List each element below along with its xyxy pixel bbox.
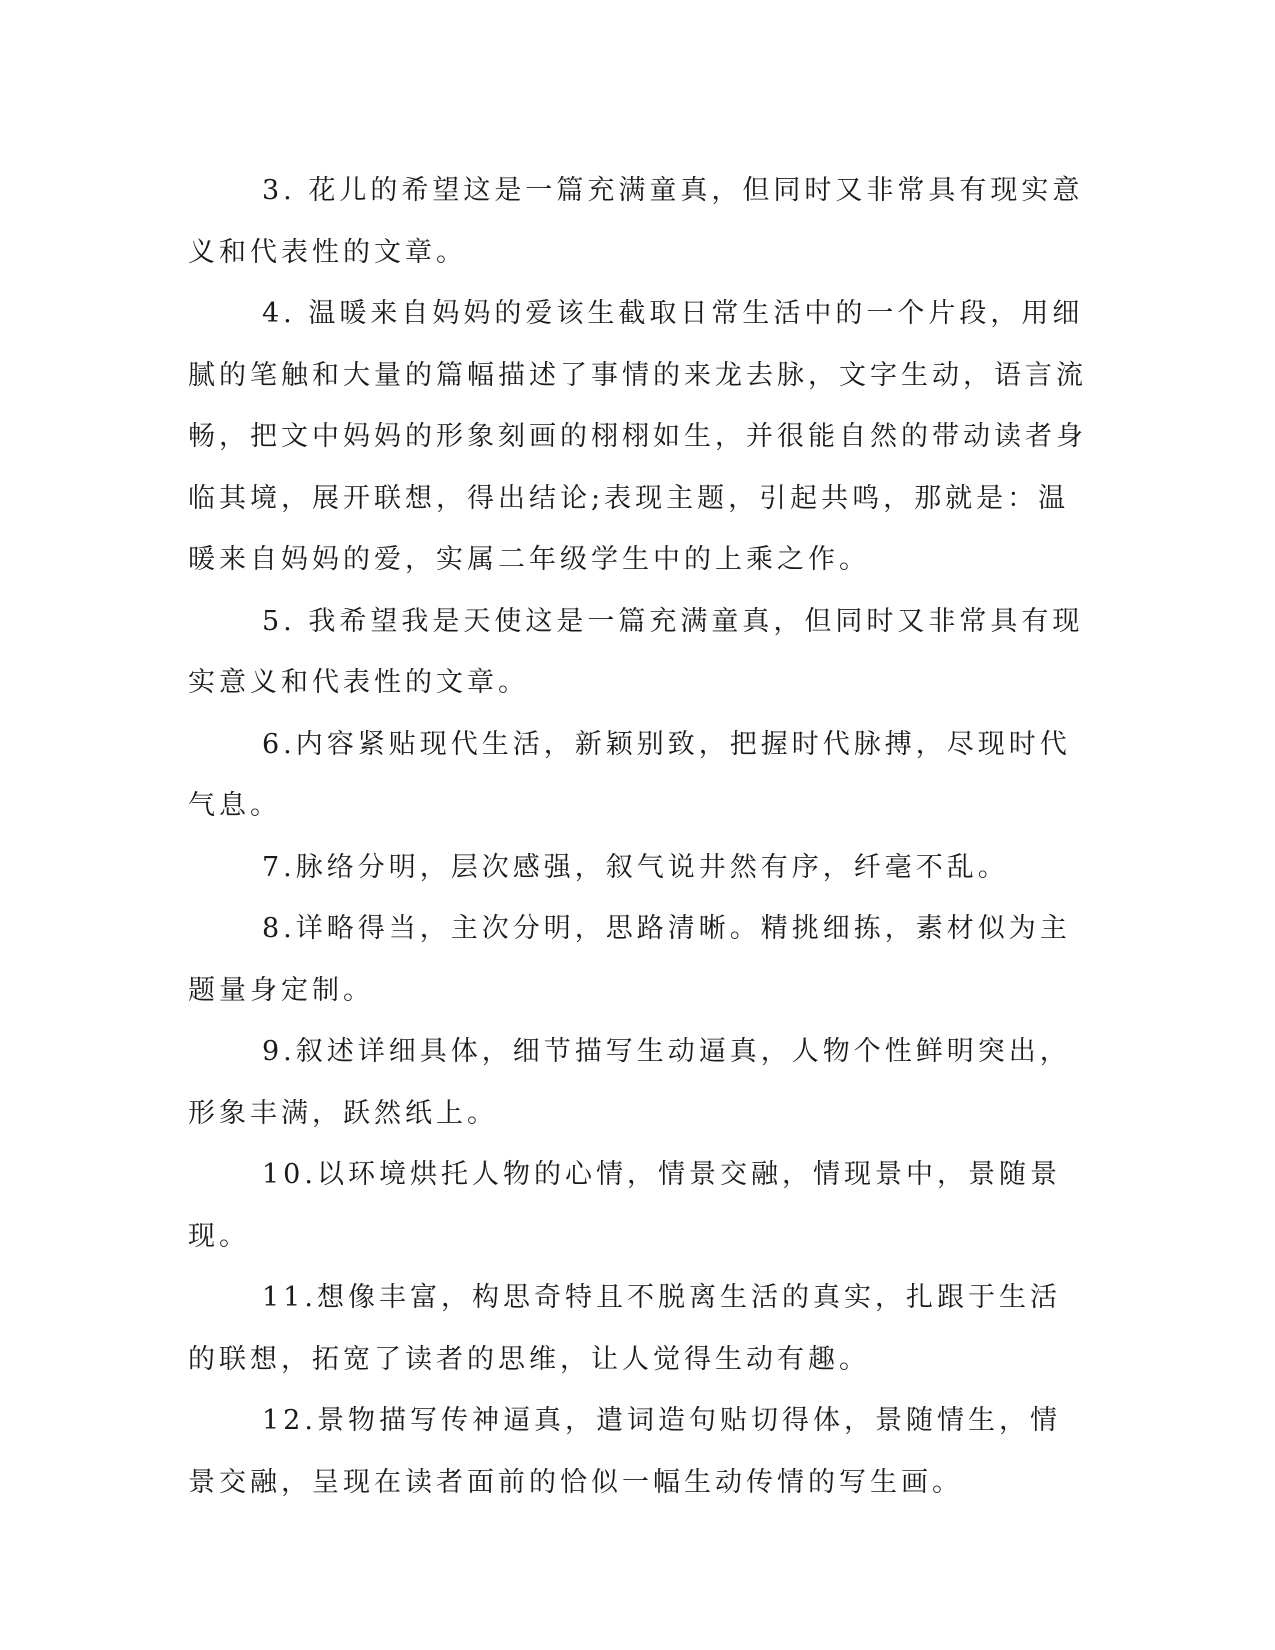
paragraph-8: 8.详略得当，主次分明，思路清晰。精挑细拣，素材似为主题量身定制。 xyxy=(188,913,1071,1006)
paragraph-10: 10.以环境烘托人物的心情，情景交融，情现景中，景随景现。 xyxy=(188,1159,1061,1252)
paragraph-5: 5. 我希望我是天使这是一篇充满童真，但同时又非常具有现实意义和代表性的文章。 xyxy=(188,605,1084,698)
paragraph-6: 6.内容紧贴现代生活，新颖别致，把握时代脉搏，尽现时代气息。 xyxy=(188,728,1071,821)
paragraph-7: 7.脉络分明，层次感强，叙气说井然有序，纤毫不乱。 xyxy=(262,851,1009,883)
paragraph-9: 9.叙述详细具体，细节描写生动逼真，人物个性鲜明突出，形象丰满，跃然纸上。 xyxy=(188,1036,1071,1129)
paragraph-3: 3. 花儿的希望这是一篇充满童真，但同时又非常具有现实意义和代表性的文章。 xyxy=(188,175,1084,268)
paragraph-12: 12.景物描写传神逼真，遣词造句贴切得体，景随情生，情景交融，呈现在读者面前的恰似一幅生动传情的写生画。 xyxy=(188,1405,1061,1498)
paragraph-4: 4. 温暖来自妈妈的爱该生截取日常生活中的一个片段，用细腻的笔触和大量的篇幅描述了事情的来龙去脉，文字生动，语言流畅，把文中妈妈的形象刻画的栩栩如生，并很能自然的带动读者身临其境，展开联想，得出结论;表现主题，引起共鸣，那就是：温暖来自妈妈的爱，实属二年级学生中的上乘之作。 xyxy=(188,298,1087,575)
document-body xyxy=(188,160,1088,1513)
paragraph-11: 11.想像丰富，构思奇特且不脱离生活的真实，扎跟于生活的联想，拓宽了读者的思维，让人觉得生动有趣。 xyxy=(188,1282,1061,1375)
